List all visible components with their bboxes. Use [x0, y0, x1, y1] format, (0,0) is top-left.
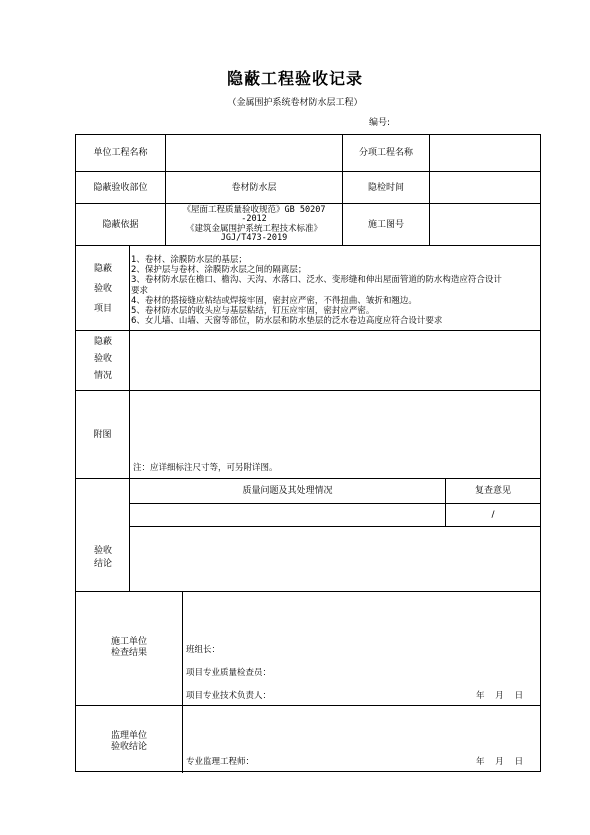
supervision-label-line: 验收结论 — [110, 742, 147, 752]
team-leader-field[interactable]: 班组长： — [186, 645, 221, 655]
tech-lead-field[interactable]: 项目专业技术负责人： — [186, 691, 272, 701]
basis-line: -2012 — [241, 214, 267, 224]
basis-label: 隐蔽依据 — [102, 219, 139, 230]
inspect-time-label: 隐检时间 — [367, 182, 404, 193]
basis-line: JGJ/T473-2019 — [220, 233, 288, 243]
list-item: 5、卷材防水层的收头应与基层粘结，钉压应牢固，密封应严密。 — [131, 306, 375, 317]
list-item: 2、保护层与卷材、涂膜防水层之间的隔离层； — [131, 265, 307, 276]
construction-label — [76, 637, 182, 659]
items-label-line: 验收 — [93, 284, 112, 294]
row-divider — [129, 526, 540, 527]
drawing-no-value[interactable] — [430, 204, 540, 245]
hidden-part-value[interactable]: 卷材防水层 — [231, 182, 277, 193]
list-item: 3、卷材防水层在檐口、檐沟、天沟、水落口、泛水、变形缝和伸出屋面管道的防水构造应符合设计 — [131, 275, 502, 286]
page-subtitle: （金属围护系统卷材防水层工程） — [227, 98, 363, 108]
list-item: 6、女儿墙、山墙、天窗等部位，防水层和防水垫层的泛水卷边高度应符合设计要求 — [131, 316, 443, 327]
basis-value — [166, 204, 342, 245]
items-label-line: 项目 — [93, 304, 112, 314]
construction-label-line: 施工单位 — [110, 637, 147, 647]
inspect-time-value[interactable] — [430, 172, 540, 203]
row-divider — [76, 245, 540, 246]
sub-project-label: 分项工程名称 — [358, 148, 413, 158]
project-name-label: 单位工程名称 — [93, 148, 148, 158]
situation-label-line: 情况 — [93, 371, 112, 381]
inspection-items-list — [131, 255, 541, 326]
record-form — [75, 134, 541, 772]
items-label-line: 隐蔽 — [93, 264, 112, 274]
situation-label — [78, 334, 128, 385]
conclusion-label-line: 验收 — [93, 546, 112, 556]
basis-line: 《屋面工程质量验收规范》GB 50207 — [182, 204, 326, 215]
supervision-date[interactable]: 年 月 日 — [476, 757, 524, 767]
supervision-label — [76, 731, 182, 753]
construction-date[interactable]: 年 月 日 — [476, 691, 524, 701]
row-divider — [76, 705, 540, 706]
conclusion-label — [78, 545, 128, 571]
supervision-label-line: 监理单位 — [110, 731, 147, 741]
attachment-note: 注：应详细标注尺寸等，可另附详图。 — [133, 463, 278, 473]
row-divider — [76, 591, 540, 592]
hidden-part-label: 隐蔽验收部位 — [93, 182, 148, 193]
drawing-no-label: 施工图号 — [367, 219, 404, 230]
list-item: 要求 — [131, 285, 149, 296]
items-label — [78, 259, 128, 319]
review-header: 复查意见 — [474, 486, 511, 496]
basis-line: 《建筑金属围护系统工程技术标准》 — [185, 223, 322, 234]
situation-label-line: 验收 — [93, 354, 112, 364]
quality-header: 质量问题及其处理情况 — [242, 486, 333, 496]
list-item: 1、卷材、涂膜防水层的基层； — [131, 255, 247, 265]
conclusion-label-line: 结论 — [93, 559, 112, 569]
attachment-label: 附图 — [93, 429, 112, 440]
doc-number-label: 编号: — [368, 118, 390, 128]
project-name-value[interactable] — [166, 135, 342, 171]
list-item: 4、卷材的搭接缝应粘结或焊接牢固，密封应严密，不得扭曲、皱折和翘边。 — [131, 295, 417, 306]
sub-project-value[interactable] — [430, 135, 540, 171]
quality-inspector-field[interactable]: 项目专业质量检查员： — [186, 668, 272, 678]
col-divider — [182, 591, 183, 773]
situation-value[interactable] — [130, 331, 540, 390]
quality-value[interactable] — [130, 504, 445, 526]
page-title: 隐蔽工程验收记录 — [226, 69, 363, 88]
situation-label-line: 隐蔽 — [93, 337, 112, 347]
col-divider — [129, 245, 130, 591]
row-divider — [76, 390, 540, 391]
review-value[interactable]: / — [491, 510, 495, 520]
construction-label-line: 检查结果 — [110, 648, 147, 658]
supervision-engineer-field[interactable]: 专业监理工程师： — [186, 757, 255, 767]
